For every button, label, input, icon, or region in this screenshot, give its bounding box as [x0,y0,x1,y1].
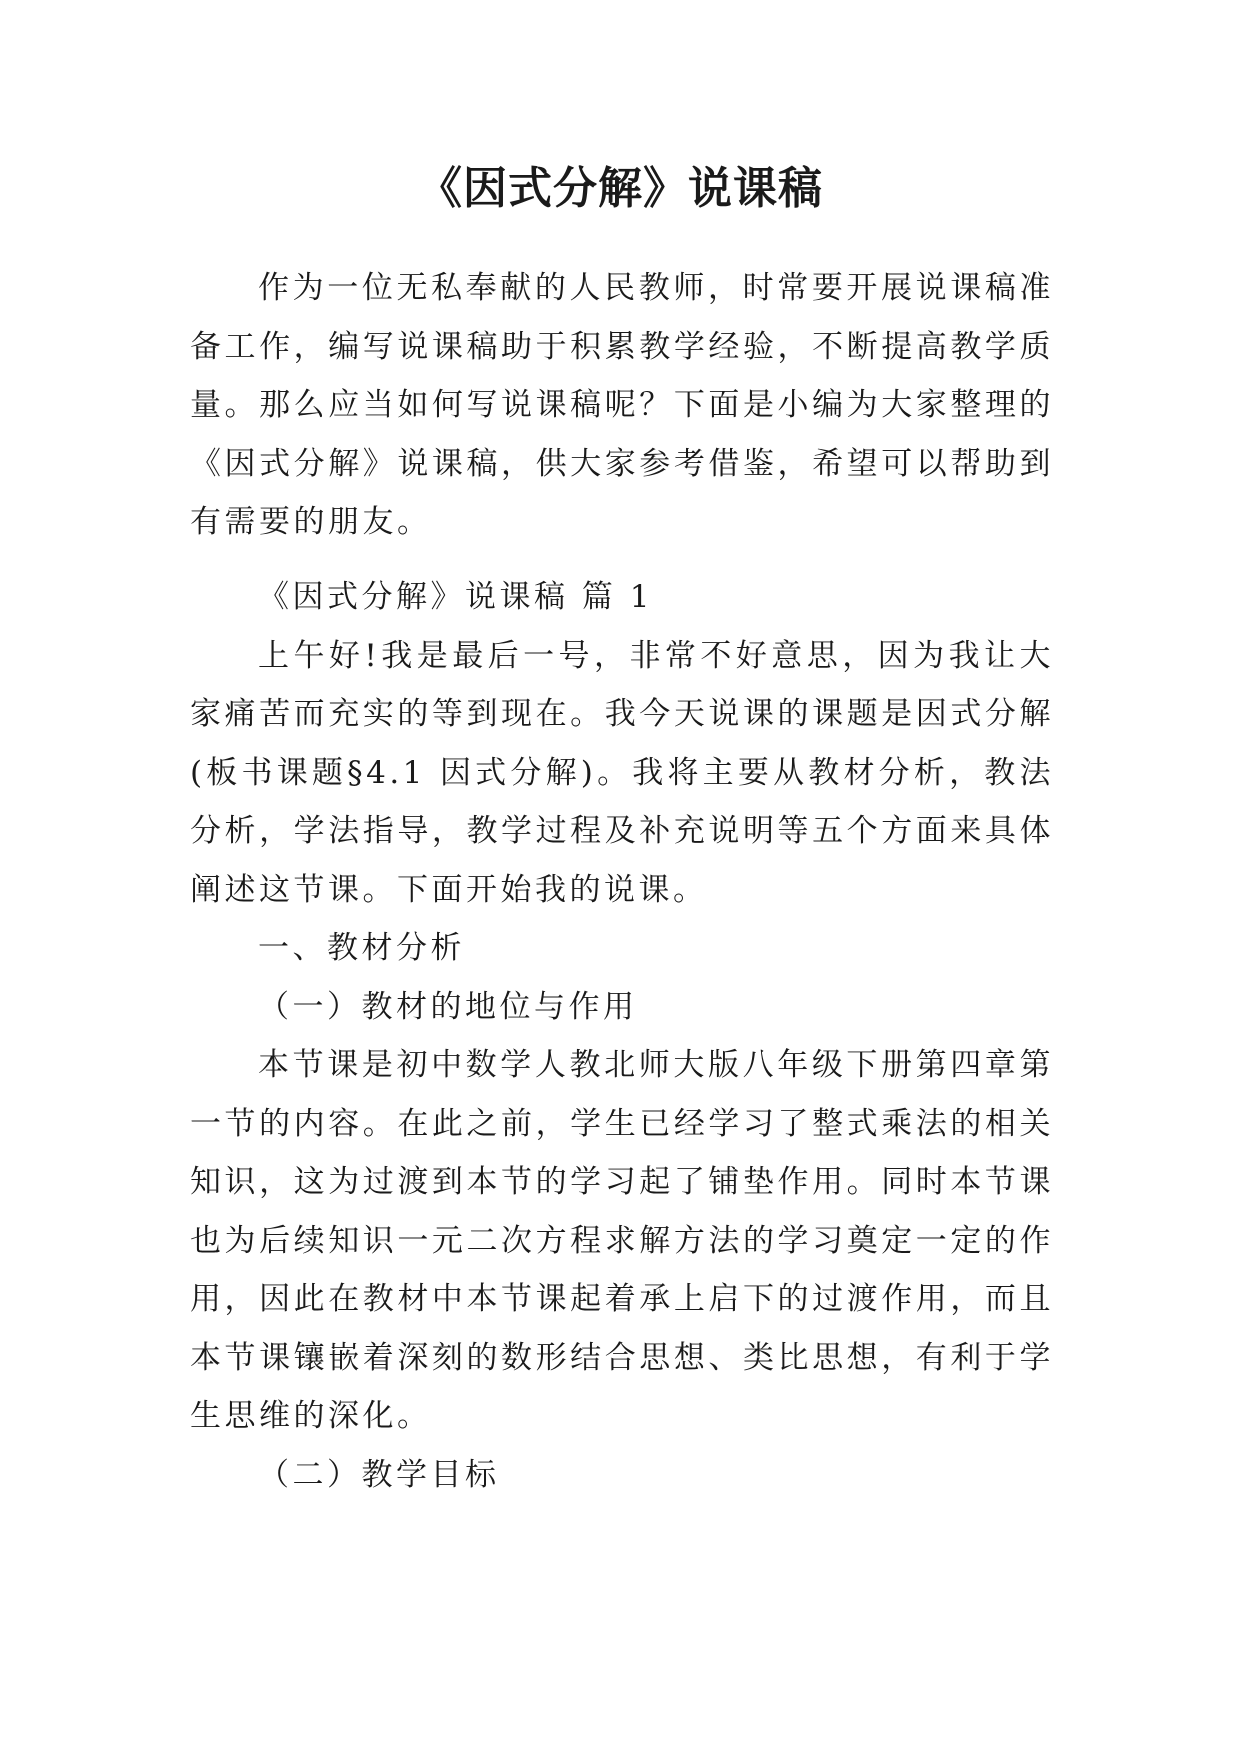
intro-paragraph: 作为一位无私奉献的人民教师，时常要开展说课稿准备工作，编写说课稿助于积累教学经验，不断提高教学质量。那么应当如何写说课稿呢？下面是小编为大家整理的《因式分解》说课稿，供大家参考借鉴，希望可以帮助到有需要的朋友。 [190,270,1054,540]
heading-textbook-analysis: 一、教材分析 [258,930,465,966]
section-heading: 《因式分解》说课稿 篇 1 [258,579,653,615]
position-role-paragraph: 本节课是初中数学人教北师大版八年级下册第四章第一节的内容。在此之前，学生已经学习了整式乘法的相关知识，这为过渡到本节的学习起了铺垫作用。同时本节课也为后续知识一元二次方程求解方法的学习奠定一定的作用，因此在教材中本节课起着承上启下的过渡作用，而且本节课镶嵌着深刻的数形结合思想、类比思想，有利于学生思维的深化。 [190,1047,1054,1434]
document-title: 《因式分解》说课稿 [418,163,823,214]
opening-paragraph: 上午好!我是最后一号，非常不好意思，因为我让大家痛苦而充实的等到现在。我今天说课的课题是因式分解(板书课题§4.1 因式分解)。我将主要从教材分析，教法分析，学法指导，教学过程及补充说明等五个方面来具体阐述这节课。下面开始我的说课。 [190,637,1054,908]
intro-block [190,259,1054,552]
subheading-teaching-goals: （二）教学目标 [258,1456,500,1493]
subheading-position-role: （一）教材的地位与作用 [258,988,638,1025]
main-text-block [190,568,1054,1504]
